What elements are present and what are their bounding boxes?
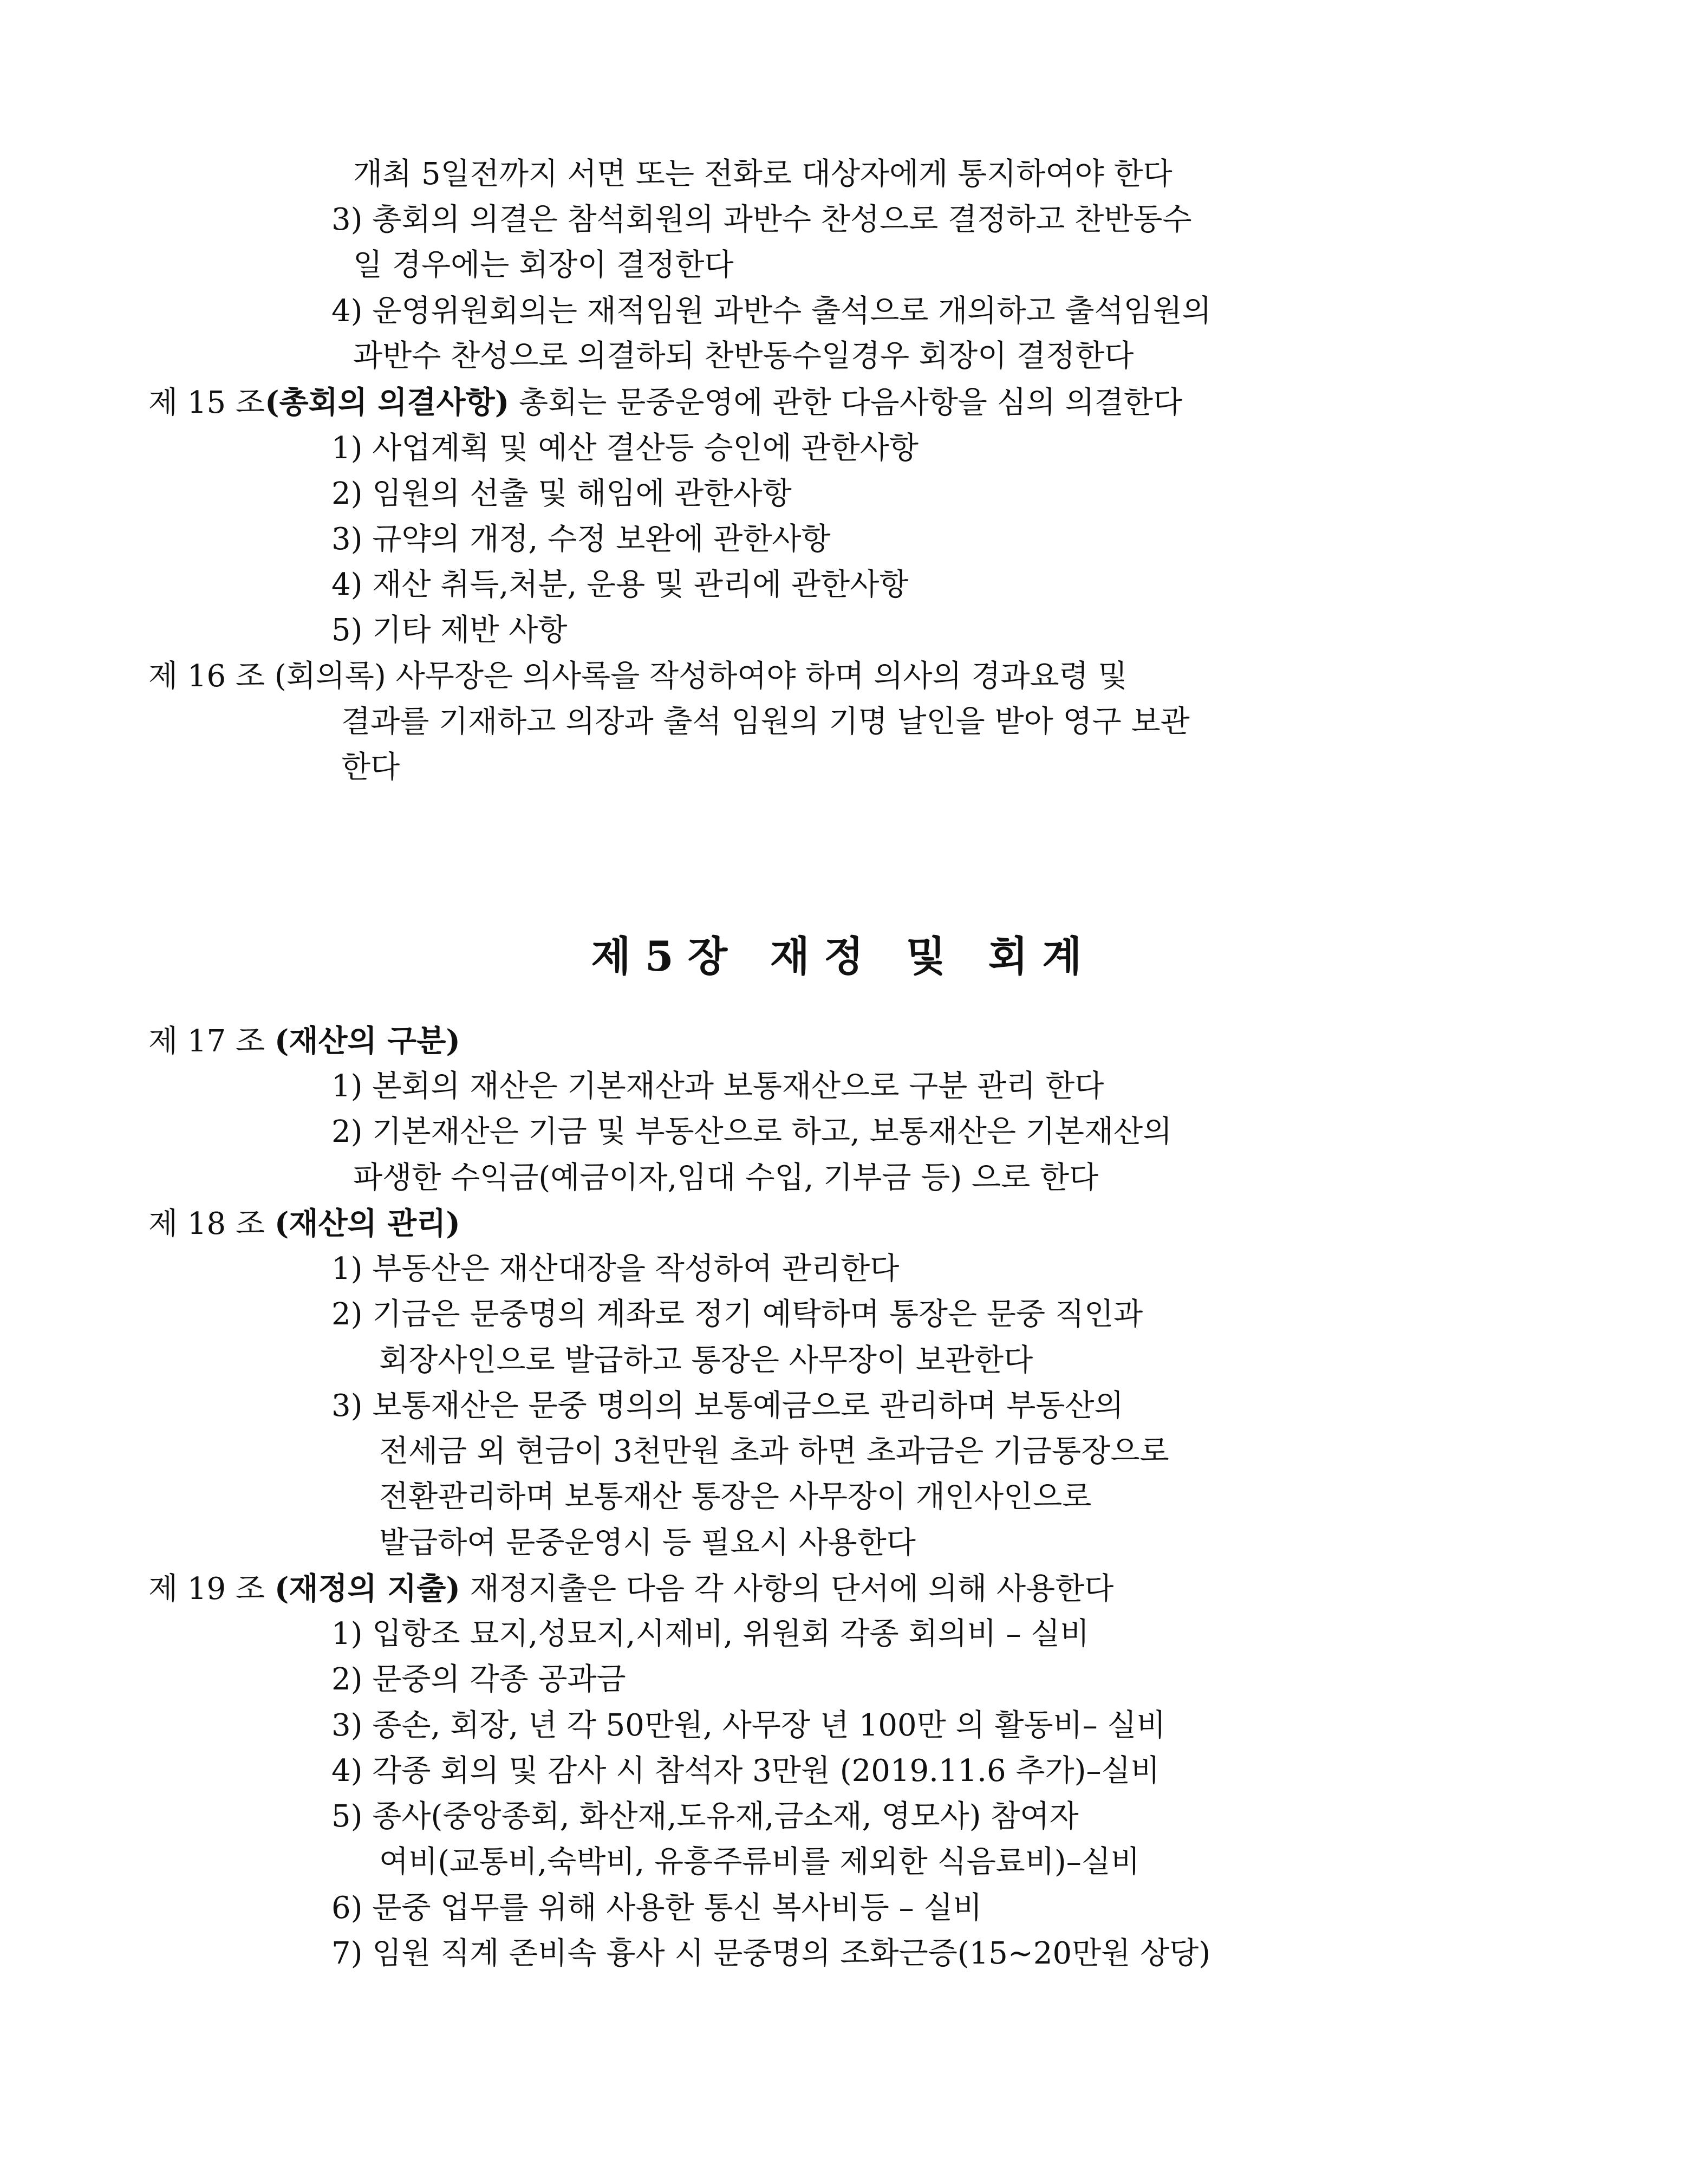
- list-item: 2) 문중의 각종 공과금: [331, 1662, 626, 1697]
- list-item: 2) 기본재산은 기금 및 부동산으로 하고, 보통재산은 기본재산의: [331, 1114, 1173, 1149]
- list-item: 전환관리하며 보통재산 통장은 사무장이 개인사인으로: [379, 1479, 1092, 1514]
- article-18-heading: [148, 1204, 460, 1243]
- list-item: 여비(교통비,숙박비, 유흥주류비를 제외한 식음료비)–실비: [379, 1844, 1140, 1880]
- list-item: 5) 종사(중앙종회, 화산재,도유재,금소재, 영모사) 참여자: [331, 1799, 1079, 1834]
- text-line: 과반수 찬성으로 의결하되 찬반동수일경우 회장이 결정한다: [353, 339, 1134, 374]
- list-item: 3) 규약의 개정, 수정 보완에 관한사항: [331, 522, 831, 557]
- list-item: 7) 임원 직계 존비속 흉사 시 문중명의 조화근증(15~20만원 상당): [331, 1936, 1211, 1971]
- list-item: 1) 사업계획 및 예산 결산등 승인에 관한사항: [331, 431, 919, 466]
- article-number: 제 17 조: [148, 1024, 265, 1059]
- list-item: 발급하여 문중운영시 등 필요시 사용한다: [379, 1525, 916, 1561]
- article-number: 제 18 조: [148, 1206, 265, 1242]
- list-item: 2) 임원의 선출 및 해임에 관한사항: [331, 476, 792, 511]
- list-item: 6) 문중 업무를 위해 사용한 통신 복사비등 – 실비: [331, 1890, 982, 1926]
- list-item: 5) 기타 제반 사항: [331, 613, 568, 648]
- text-line: 한다: [341, 750, 400, 785]
- article-title: (재산의 관리): [274, 1206, 460, 1242]
- chapter-title: 제5장 재정 및 회계: [591, 932, 1096, 980]
- list-item: 전세금 외 현금이 3천만원 초과 하면 초과금은 기금통장으로: [379, 1434, 1169, 1469]
- text-line: 결과를 기재하고 의장과 출석 임원의 기명 날인을 받아 영구 보관: [341, 704, 1190, 739]
- article-number: 제 15 조: [148, 385, 265, 420]
- list-item: 2) 기금은 문중명의 계좌로 정기 예탁하며 통장은 문중 직인과: [331, 1297, 1143, 1332]
- article-body: 총회는 문중운영에 관한 다음사항을 심의 의결한다: [519, 385, 1183, 420]
- article-17-heading: [148, 1022, 460, 1061]
- article-title: (재산의 구분): [274, 1023, 460, 1059]
- text-line: 일 경우에는 회장이 결정한다: [353, 248, 734, 283]
- text-line: 개최 5일전까지 서면 또는 전화로 대상자에게 통지하여야 한다: [353, 157, 1173, 192]
- article-16-heading: 제 16 조 (회의록) 사무장은 의사록을 작성하여야 하며 의사의 경과요령 및: [148, 659, 1128, 694]
- list-item: 회장사인으로 발급하고 통장은 사무장이 보관한다: [379, 1343, 1033, 1378]
- article-title: (총회의 의결사항): [265, 385, 510, 420]
- list-item: 4) 각종 회의 및 감사 시 참석자 3만원 (2019.11.6 추가)–실비: [331, 1753, 1160, 1789]
- article-number: 제 19 조: [148, 1571, 265, 1607]
- list-item: 1) 부동산은 재산대장을 작성하여 관리한다: [331, 1251, 900, 1286]
- text-line: 3) 총회의 의결은 참석회원의 과반수 찬성으로 결정하고 찬반동수: [331, 202, 1192, 237]
- list-item: 3) 보통재산은 문중 명의의 보통예금으로 관리하며 부동산의: [331, 1388, 1124, 1424]
- text-line: 4) 운영위원회의는 재적임원 과반수 출석으로 개의하고 출석임원의: [331, 294, 1211, 329]
- article-15-heading: [148, 383, 1182, 422]
- list-item: 4) 재산 취득,처분, 운용 및 관리에 관한사항: [331, 567, 909, 602]
- article-19-heading: [148, 1569, 1113, 1608]
- article-title: (재정의 지출): [274, 1571, 460, 1607]
- article-body: 재정지출은 다음 각 사항의 단서에 의해 사용한다: [470, 1571, 1114, 1607]
- list-item: 3) 종손, 회장, 년 각 50만원, 사무장 년 100만 의 활동비– 실비: [331, 1708, 1166, 1743]
- list-item: 1) 본회의 재산은 기본재산과 보통재산으로 구분 관리 한다: [331, 1069, 1104, 1104]
- list-item: 파생한 수익금(예금이자,임대 수입, 기부금 등) 으로 한다: [353, 1160, 1099, 1195]
- list-item: 1) 입항조 묘지,성묘지,시제비, 위원회 각종 회의비 – 실비: [331, 1616, 1090, 1652]
